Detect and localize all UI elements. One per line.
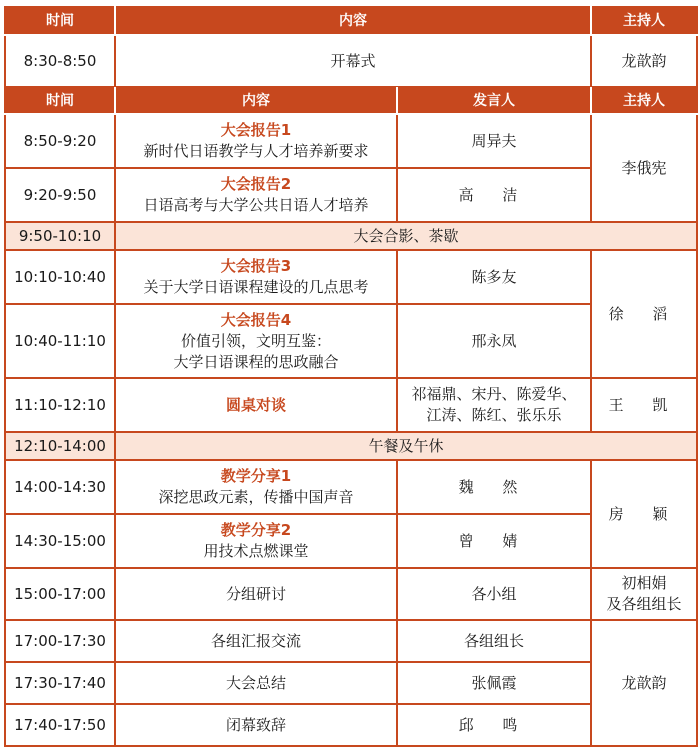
header-time: 时间 (5, 88, 115, 114)
row-time: 9:20-9:50 (5, 168, 115, 222)
row-host (591, 378, 697, 432)
speaker-name: 曾 婧 (458, 531, 530, 550)
opening-header-row (5, 7, 697, 35)
row-content (115, 514, 397, 568)
row-time: 8:30-8:50 (5, 35, 115, 87)
session-title: 大会报告4 (220, 310, 292, 329)
table-row (5, 114, 697, 168)
header-host: 主持人 (591, 7, 697, 35)
row-time: 17:30-17:40 (5, 662, 115, 704)
row-time: 15:00-17:00 (5, 568, 115, 620)
session-title: 大会报告2 (220, 175, 292, 193)
row-content: 大会合影、茶歇 (115, 222, 697, 250)
host-line: 及各组组长 (606, 595, 682, 613)
row-time: 11:10-12:10 (5, 378, 115, 432)
row-content: 大会总结 (115, 662, 397, 704)
table-row (5, 35, 697, 87)
row-speaker: 各组组长 (397, 620, 591, 662)
schedule-header-row (5, 88, 697, 114)
header-speaker: 发言人 (397, 88, 591, 114)
session-desc: 深挖思政元素，传播中国声音 (158, 488, 354, 506)
session-title: 教学分享2 (220, 521, 292, 539)
host-name: 房 颖 (608, 504, 680, 523)
row-time: 10:40-11:10 (5, 304, 115, 378)
row-speaker: 张佩霞 (397, 662, 591, 704)
row-speaker (397, 168, 591, 222)
session-desc: 用技术点燃课堂 (203, 542, 309, 560)
row-time: 17:40-17:50 (5, 704, 115, 746)
session-desc: 新时代日语教学与人才培养新要求 (143, 142, 369, 160)
row-speaker (397, 514, 591, 568)
row-speaker (397, 378, 591, 432)
session-title: 教学分享1 (220, 467, 292, 485)
row-speaker: 邢永凤 (397, 304, 591, 378)
header-content: 内容 (115, 88, 397, 114)
session-desc: 价值引领，文明互鉴： (180, 331, 331, 350)
row-host: 龙歆韵 (591, 35, 697, 87)
session-desc: 关于大学日语课程建设的几点思考 (143, 278, 369, 296)
row-host: 李俄宪 (591, 114, 697, 222)
table-row (5, 250, 697, 304)
row-content (115, 114, 397, 168)
row-content: 午餐及午休 (115, 432, 697, 460)
table-row (5, 568, 697, 620)
schedule-table (4, 87, 698, 747)
row-content (115, 250, 397, 304)
table-row (5, 460, 697, 514)
row-host (591, 568, 697, 620)
table-row (5, 620, 697, 662)
row-content (115, 304, 397, 378)
row-host (591, 250, 697, 378)
row-host (591, 460, 697, 568)
row-content (115, 168, 397, 222)
row-time: 9:50-10:10 (5, 222, 115, 250)
speaker-line: 江涛、陈红、张乐乐 (426, 406, 562, 424)
row-time: 12:10-14:00 (5, 432, 115, 460)
header-host: 主持人 (591, 88, 697, 114)
break-row (5, 222, 697, 250)
row-speaker: 陈多友 (397, 250, 591, 304)
opening-table (4, 6, 698, 88)
row-content: 分组研讨 (115, 568, 397, 620)
break-row (5, 432, 697, 460)
row-content: 闭幕致辞 (115, 704, 397, 746)
header-content: 内容 (115, 7, 591, 35)
row-speaker (397, 704, 591, 746)
row-speaker: 周异夫 (397, 114, 591, 168)
session-title: 大会报告3 (220, 257, 292, 275)
host-name: 徐 滔 (608, 304, 680, 323)
row-content: 开幕式 (115, 35, 591, 87)
speaker-line: 祁福鼎、宋丹、陈爱华、 (411, 385, 577, 403)
session-desc: 日语高考与大学公共日语人才培养 (143, 196, 369, 214)
row-time: 17:00-17:30 (5, 620, 115, 662)
speaker-name: 邱 鸣 (458, 715, 530, 734)
table-row (5, 378, 697, 432)
session-title: 圆桌对谈 (115, 378, 397, 432)
row-speaker: 各小组 (397, 568, 591, 620)
row-time: 10:10-10:40 (5, 250, 115, 304)
header-time: 时间 (5, 7, 115, 35)
host-name: 王 凯 (608, 395, 680, 414)
session-desc: 大学日语课程的思政融合 (173, 352, 339, 371)
speaker-name: 魏 然 (458, 477, 530, 496)
row-content (115, 460, 397, 514)
row-speaker (397, 460, 591, 514)
host-line: 初相娟 (621, 574, 667, 592)
speaker-name: 高 洁 (458, 185, 530, 204)
row-content: 各组汇报交流 (115, 620, 397, 662)
session-title: 大会报告1 (220, 121, 292, 139)
row-host: 龙歆韵 (591, 620, 697, 746)
row-time: 8:50-9:20 (5, 114, 115, 168)
row-time: 14:30-15:00 (5, 514, 115, 568)
row-time: 14:00-14:30 (5, 460, 115, 514)
